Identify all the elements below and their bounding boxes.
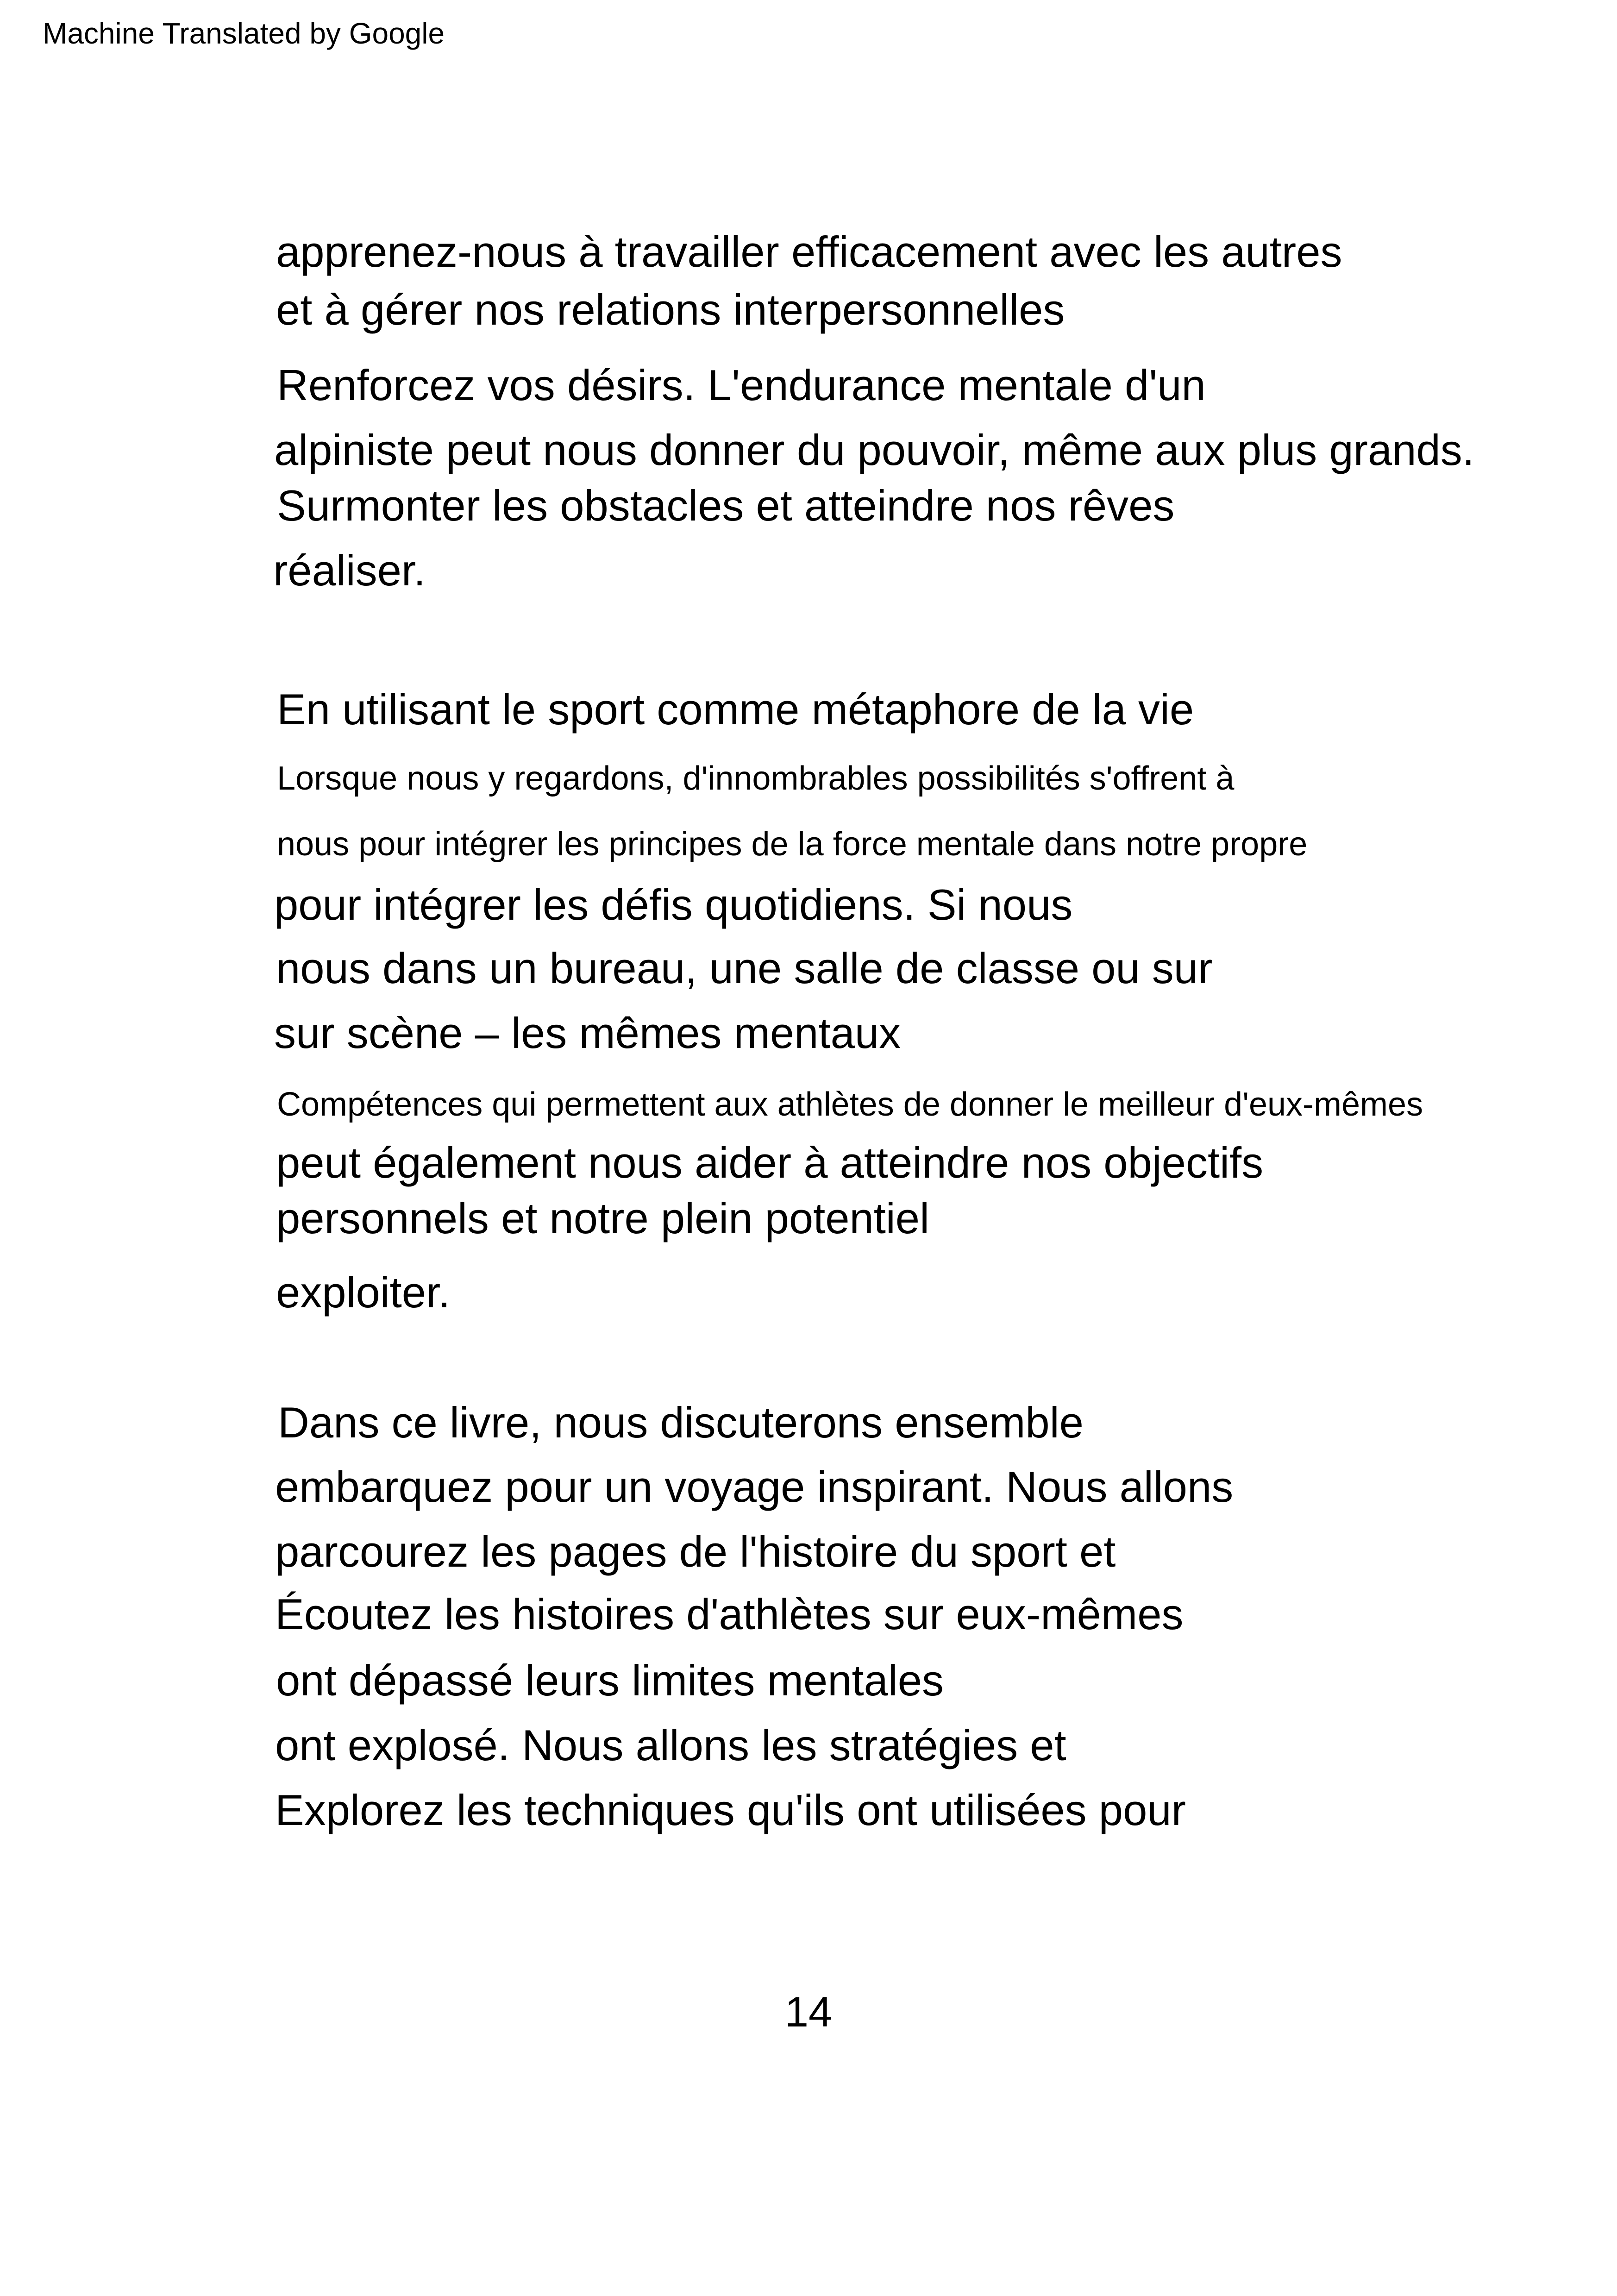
paragraph-1-line-2: et à gérer nos relations interpersonnelles (276, 285, 1065, 334)
paragraph-3-line-3: parcourez les pages de l'histoire du sport et (275, 1527, 1116, 1576)
paragraph-3-line-6: ont explosé. Nous allons les stratégies et (275, 1721, 1066, 1769)
paragraph-2-line-3: nous pour intégrer les principes de la force mentale dans notre propre (277, 826, 1308, 863)
page-number: 14 (784, 1989, 833, 2036)
paragraph-1-line-3: Renforcez vos désirs. L'endurance mentale d'un (277, 361, 1206, 409)
paragraph-2-line-9: personnels et notre plein potentiel (276, 1194, 929, 1242)
paragraph-3-line-2: embarquez pour un voyage inspirant. Nous allons (275, 1462, 1234, 1511)
paragraph-1-line-1: apprenez-nous à travailler efficacement avec les autres (276, 227, 1342, 276)
paragraph-2-line-8: peut également nous aider à atteindre nos objectifs (276, 1138, 1264, 1187)
paragraph-2-line-1: En utilisant le sport comme métaphore de la vie (277, 685, 1194, 734)
paragraph-3-line-7: Explorez les techniques qu'ils ont utilisées pour (275, 1786, 1186, 1834)
paragraph-2-line-10: exploiter. (276, 1268, 451, 1317)
paragraph-3-line-5: ont dépassé leurs limites mentales (276, 1656, 944, 1705)
paragraph-1-line-4: alpiniste peut nous donner du pouvoir, même aux plus grands. (274, 426, 1474, 474)
paragraph-2-line-7: Compétences qui permettent aux athlètes de donner le meilleur d'eux-mêmes (277, 1086, 1423, 1123)
paragraph-1-line-5: Surmonter les obstacles et atteindre nos rêves (277, 481, 1175, 530)
paragraph-3-line-1: Dans ce livre, nous discuterons ensemble (278, 1398, 1084, 1447)
paragraph-2-line-6: sur scène – les mêmes mentaux (274, 1009, 901, 1057)
paragraph-2-line-2: Lorsque nous y regardons, d'innombrables possibilités s'offrent à (277, 760, 1235, 797)
paragraph-3-line-4: Écoutez les histoires d'athlètes sur eux-mêmes (275, 1590, 1184, 1638)
paragraph-2-line-5: nous dans un bureau, une salle de classe ou sur (276, 944, 1213, 992)
machine-translation-note: Machine Translated by Google (43, 17, 445, 50)
paragraph-2-line-4: pour intégrer les défis quotidiens. Si nous (274, 880, 1073, 929)
paragraph-1-line-6: réaliser. (273, 546, 426, 595)
